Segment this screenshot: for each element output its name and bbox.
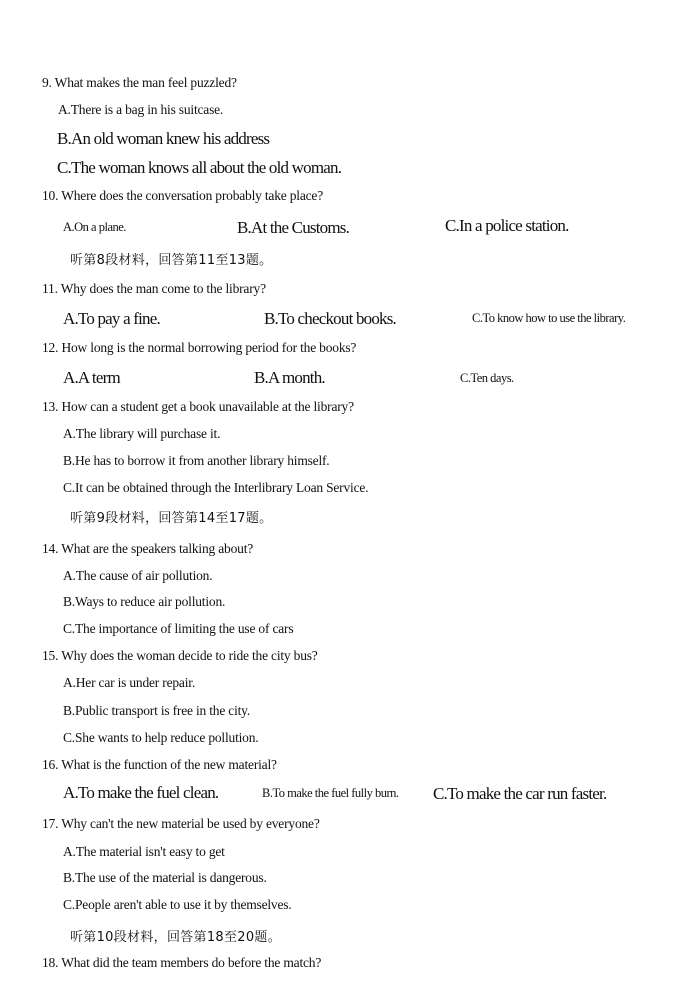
- question-17: 17. Why can't the new material be used by everyone?: [42, 816, 320, 831]
- option-12b: B.A month.: [254, 368, 325, 387]
- question-11: 11. Why does the man come to the library?: [42, 281, 266, 296]
- option-10b: B.At the Customs.: [237, 218, 350, 237]
- section-10-heading: 听第10段材料，回答第18至20题。: [70, 930, 282, 945]
- section-9-heading: 听第9段材料，回答第14至17题。: [70, 511, 273, 526]
- question-13: 13. How can a student get a book unavailable at the library?: [42, 399, 354, 414]
- option-11c: C.To know how to use the library.: [472, 311, 626, 325]
- option-10c: C.In a police station.: [445, 216, 569, 235]
- question-9: 9. What makes the man feel puzzled?: [42, 75, 237, 90]
- option-15c: C.She wants to help reduce pollution.: [63, 730, 259, 745]
- question-15: 15. Why does the woman decide to ride the city bus?: [42, 648, 318, 663]
- option-14a: A.The cause of air pollution.: [63, 568, 213, 583]
- option-13a: A.The library will purchase it.: [63, 426, 221, 441]
- option-16b: B.To make the fuel fully burn.: [262, 786, 399, 800]
- option-9a: A.There is a bag in his suitcase.: [58, 102, 224, 117]
- option-10a: A.On a plane.: [63, 220, 126, 234]
- option-15a: A.Her car is under repair.: [63, 675, 195, 690]
- option-16a: A.To make the fuel clean.: [63, 783, 219, 802]
- option-17b: B.The use of the material is dangerous.: [63, 870, 267, 885]
- question-18: 18. What did the team members do before the match?: [42, 955, 322, 970]
- option-12c: C.Ten days.: [460, 371, 514, 385]
- option-13c: C.It can be obtained through the Interlibrary Loan Service.: [63, 480, 369, 495]
- question-14: 14. What are the speakers talking about?: [42, 541, 254, 556]
- option-13b: B.He has to borrow it from another library himself.: [63, 453, 330, 468]
- question-16: 16. What is the function of the new material?: [42, 757, 277, 772]
- option-14c: C.The importance of limiting the use of cars: [63, 621, 294, 636]
- option-12a: A.A term: [63, 368, 120, 387]
- option-16c: C.To make the car run faster.: [433, 784, 607, 803]
- option-9b: B.An old woman knew his address: [57, 129, 270, 148]
- option-11b: B.To checkout books.: [264, 309, 397, 328]
- option-15b: B.Public transport is free in the city.: [63, 703, 251, 718]
- option-11a: A.To pay a fine.: [63, 309, 160, 328]
- option-14b: B.Ways to reduce air pollution.: [63, 594, 226, 609]
- question-12: 12. How long is the normal borrowing period for the books?: [42, 340, 357, 355]
- option-9c: C.The woman knows all about the old woman.: [57, 158, 342, 177]
- option-17a: A.The material isn't easy to get: [63, 844, 225, 859]
- section-8-heading: 听第8段材料，回答第11至13题。: [70, 253, 273, 268]
- option-17c: C.People aren't able to use it by themselves.: [63, 897, 292, 912]
- question-10: 10. Where does the conversation probably take place?: [42, 188, 323, 203]
